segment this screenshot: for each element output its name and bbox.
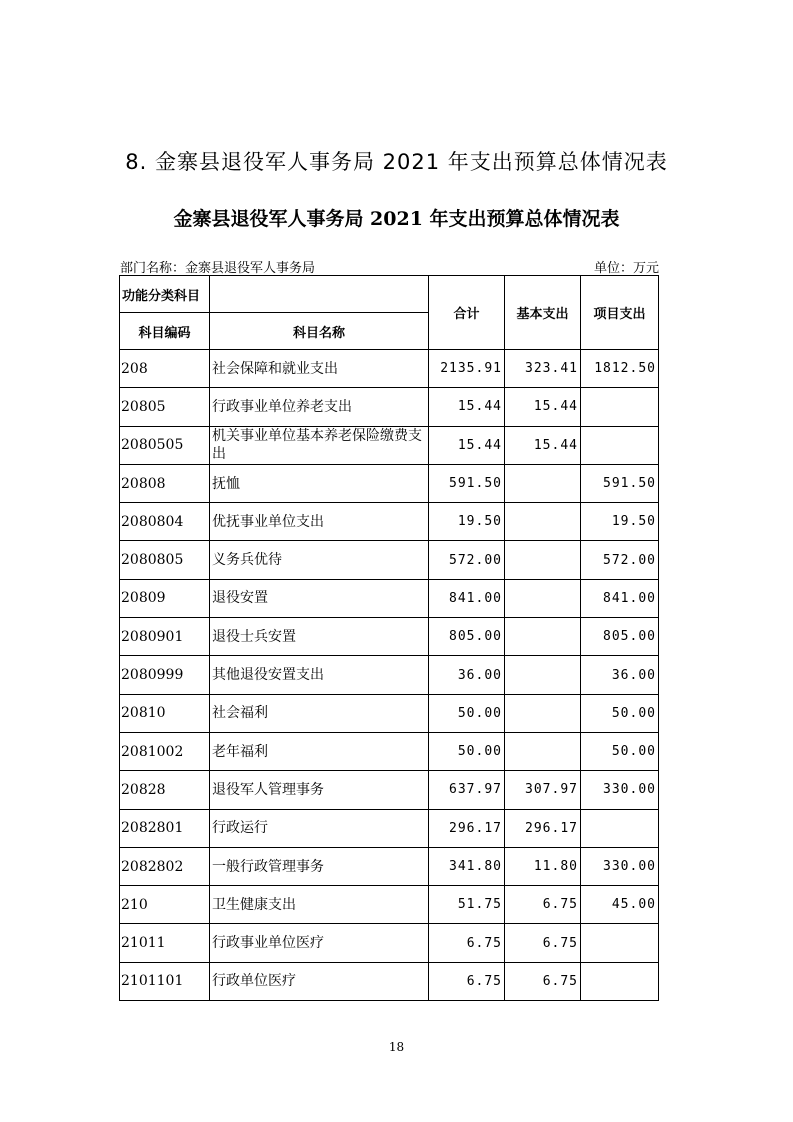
row-project	[581, 809, 659, 847]
row-code: 2080901	[120, 618, 210, 656]
row-name: 行政单位医疗	[210, 962, 429, 1000]
row-basic	[505, 579, 581, 617]
row-basic: 6.75	[505, 962, 581, 1000]
table-row	[120, 809, 659, 847]
row-project: 805.00	[581, 618, 659, 656]
row-project: 572.00	[581, 541, 659, 579]
row-name: 其他退役安置支出	[210, 656, 429, 694]
row-basic: 6.75	[505, 924, 581, 962]
row-basic	[505, 503, 581, 541]
table-title: 金寨县退役军人事务局 2021 年支出预算总体情况表	[173, 208, 620, 230]
row-code: 2082801	[120, 809, 210, 847]
row-basic	[505, 732, 581, 770]
row-project	[581, 426, 659, 464]
row-total: 15.44	[429, 426, 505, 464]
section-title: 8. 金寨县退役军人事务局 2021 年支出预算总体情况表	[125, 150, 668, 174]
row-name: 义务兵优待	[210, 541, 429, 579]
table-row	[120, 464, 659, 502]
row-project: 19.50	[581, 503, 659, 541]
row-basic: 307.97	[505, 771, 581, 809]
row-project: 50.00	[581, 694, 659, 732]
table-row	[120, 732, 659, 770]
row-basic	[505, 464, 581, 502]
row-total: 591.50	[429, 464, 505, 502]
row-project: 36.00	[581, 656, 659, 694]
row-basic: 15.44	[505, 388, 581, 426]
page-number: 18	[388, 1040, 405, 1054]
row-total: 50.00	[429, 732, 505, 770]
header-total: 合计	[429, 276, 505, 350]
row-name: 机关事业单位基本养老保险缴费支出	[210, 426, 429, 464]
row-total: 296.17	[429, 809, 505, 847]
row-total: 15.44	[429, 388, 505, 426]
header-function-class: 功能分类科目	[120, 276, 210, 313]
table-row	[120, 350, 659, 388]
row-project: 50.00	[581, 732, 659, 770]
row-total: 36.00	[429, 656, 505, 694]
row-name: 退役安置	[210, 579, 429, 617]
table-row	[120, 962, 659, 1000]
row-total: 6.75	[429, 962, 505, 1000]
table-row	[120, 541, 659, 579]
row-name: 抚恤	[210, 464, 429, 502]
table-row	[120, 694, 659, 732]
row-total: 637.97	[429, 771, 505, 809]
row-name: 优抚事业单位支出	[210, 503, 429, 541]
table-row	[120, 886, 659, 924]
table-row	[120, 579, 659, 617]
row-code: 20805	[120, 388, 210, 426]
row-project: 841.00	[581, 579, 659, 617]
row-code: 20828	[120, 771, 210, 809]
row-project	[581, 924, 659, 962]
header-name: 科目名称	[210, 313, 429, 350]
row-code: 208	[120, 350, 210, 388]
row-code: 20810	[120, 694, 210, 732]
row-basic: 11.80	[505, 847, 581, 885]
row-basic	[505, 618, 581, 656]
table-row	[120, 656, 659, 694]
row-total: 6.75	[429, 924, 505, 962]
budget-table	[119, 275, 659, 1001]
row-total: 50.00	[429, 694, 505, 732]
table-row	[120, 771, 659, 809]
row-code: 2081002	[120, 732, 210, 770]
row-basic: 6.75	[505, 886, 581, 924]
header-basic: 基本支出	[505, 276, 581, 350]
row-name: 社会福利	[210, 694, 429, 732]
row-name: 社会保障和就业支出	[210, 350, 429, 388]
row-project: 1812.50	[581, 350, 659, 388]
row-basic: 296.17	[505, 809, 581, 847]
row-name: 卫生健康支出	[210, 886, 429, 924]
table-row	[120, 924, 659, 962]
table-body	[120, 350, 659, 1001]
row-name: 老年福利	[210, 732, 429, 770]
row-total: 341.80	[429, 847, 505, 885]
row-code: 2080999	[120, 656, 210, 694]
row-name: 退役军人管理事务	[210, 771, 429, 809]
row-code: 2080804	[120, 503, 210, 541]
unit-label: 单位：万元	[594, 261, 660, 276]
row-total: 19.50	[429, 503, 505, 541]
row-name: 行政运行	[210, 809, 429, 847]
row-name: 行政事业单位养老支出	[210, 388, 429, 426]
row-project	[581, 962, 659, 1000]
row-basic: 323.41	[505, 350, 581, 388]
row-name: 行政事业单位医疗	[210, 924, 429, 962]
row-code: 2082802	[120, 847, 210, 885]
row-total: 572.00	[429, 541, 505, 579]
row-basic	[505, 694, 581, 732]
row-code: 2080505	[120, 426, 210, 464]
header-project: 项目支出	[581, 276, 659, 350]
row-basic: 15.44	[505, 426, 581, 464]
department-label: 部门名称：金寨县退役军人事务局	[120, 261, 316, 276]
row-project	[581, 388, 659, 426]
row-code: 20808	[120, 464, 210, 502]
row-project: 330.00	[581, 771, 659, 809]
table-row	[120, 618, 659, 656]
table-row	[120, 503, 659, 541]
row-code: 2101101	[120, 962, 210, 1000]
row-code: 2080805	[120, 541, 210, 579]
row-basic	[505, 656, 581, 694]
header-code: 科目编码	[120, 313, 210, 350]
row-code: 210	[120, 886, 210, 924]
table-row	[120, 847, 659, 885]
row-basic	[505, 541, 581, 579]
row-code: 20809	[120, 579, 210, 617]
row-total: 51.75	[429, 886, 505, 924]
row-total: 841.00	[429, 579, 505, 617]
row-total: 805.00	[429, 618, 505, 656]
row-project: 330.00	[581, 847, 659, 885]
row-total: 2135.91	[429, 350, 505, 388]
row-name: 退役士兵安置	[210, 618, 429, 656]
row-code: 21011	[120, 924, 210, 962]
table-row	[120, 388, 659, 426]
table-row	[120, 426, 659, 464]
row-name: 一般行政管理事务	[210, 847, 429, 885]
row-project: 591.50	[581, 464, 659, 502]
row-project: 45.00	[581, 886, 659, 924]
header-blank	[210, 276, 429, 313]
